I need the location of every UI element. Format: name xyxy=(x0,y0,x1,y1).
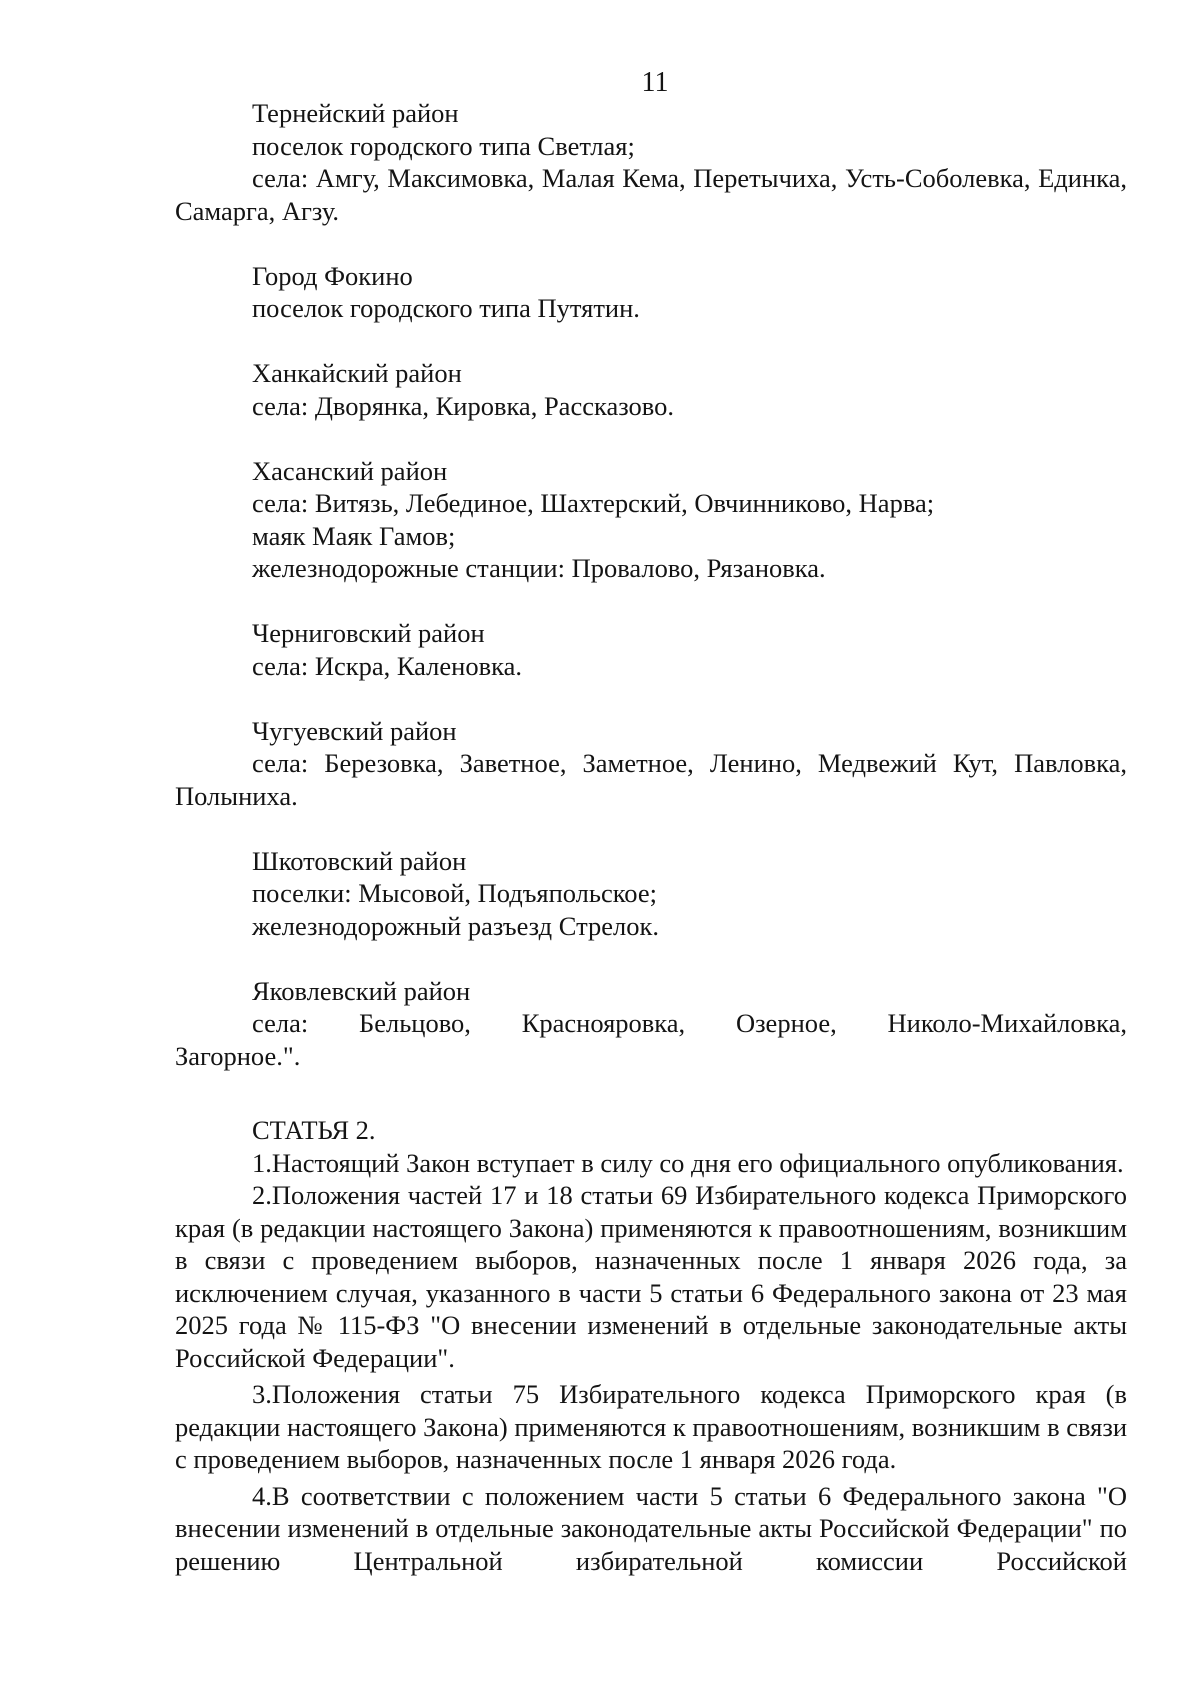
article-paragraph: 1.Настоящий Закон вступает в силу со дня его официального опубликования. xyxy=(252,1147,1124,1178)
region-line: села: Березовка, Заветное, Заметное, Ленино, Медвежий Кут, Павловка, Полыниха. xyxy=(175,748,1127,811)
article-paragraph: 3.Положения статьи 75 Избирательного кодекса Приморского края (в редакции настоящего Закона) применяются к правоотношениям, возникшим в связи с проведением выборов, назначенных после 1 января 2026 года. xyxy=(175,1379,1127,1474)
region-line: маяк Маяк Гамов; xyxy=(252,520,456,551)
region-yakovlevsky xyxy=(175,975,1127,1073)
region-heading: Ханкайский район xyxy=(252,358,462,388)
region-shkotovsky xyxy=(175,845,1127,943)
region-heading: Город Фокино xyxy=(252,260,413,291)
region-line: железнодорожные станции: Провалово, Рязановка. xyxy=(252,553,826,583)
region-line: железнодорожный разъезд Стрелок. xyxy=(252,910,659,941)
region-line: села: Амгу, Максимовка, Малая Кема, Перетычиха, Усть-Соболевка, Единка, Самарга, Агзу. xyxy=(175,163,1127,226)
region-heading: Яковлевский район xyxy=(252,975,471,1006)
region-chuguevsky xyxy=(175,715,1127,813)
article-paragraph: 2.Положения частей 17 и 18 статьи 69 Избирательного кодекса Приморского края (в редакции настоящего Закона) применяются к правоотношениям, возникшим в связи с проведением выборов, назначенных после 1 января 2026 года, за исключением случая, указанного в части 5 статьи 6 Федерального закона от 23 мая 2025 года № 115-ФЗ "О внесении изменений в отдельные законодательные акты Российской Федерации". xyxy=(175,1180,1127,1373)
region-heading: Черниговский район xyxy=(252,618,485,648)
region-fokino xyxy=(175,260,1127,325)
document-body xyxy=(175,97,1127,1577)
region-heading: Хасанский район xyxy=(252,455,448,486)
article-2 xyxy=(175,1114,1127,1577)
region-line: поселок городского типа Светлая; xyxy=(252,130,635,161)
page-number: 11 xyxy=(641,67,669,98)
region-line: села: Дворянка, Кировка, Рассказово. xyxy=(252,390,674,421)
region-heading: Шкотовский район xyxy=(252,845,467,876)
article-title: СТАТЬЯ 2. xyxy=(252,1115,376,1145)
region-line: села: Бельцово, Краснояровка, Озерное, Николо-Михайловка, Загорное.". xyxy=(175,1008,1127,1071)
region-terneysky xyxy=(175,97,1127,227)
region-heading: Чугуевский район xyxy=(252,715,457,746)
region-heading: Тернейский район xyxy=(252,98,459,128)
region-line: поселки: Мысовой, Подъяпольское; xyxy=(252,878,657,908)
article-paragraph: 4.В соответствии с положением части 5 статьи 6 Федерального закона "О внесении изменений в отдельные законодательные акты Российской Федерации" по решению Центральной избирательной комиссии Российской xyxy=(175,1480,1127,1576)
region-khasansky xyxy=(175,455,1127,585)
region-line: села: Искра, Каленовка. xyxy=(252,650,522,681)
region-line: села: Витязь, Лебединое, Шахтерский, Овчинниково, Нарва; xyxy=(252,488,935,518)
region-khankaysky xyxy=(175,357,1127,422)
region-line: поселок городского типа Путятин. xyxy=(252,293,640,323)
region-chernigovsky xyxy=(175,617,1127,682)
